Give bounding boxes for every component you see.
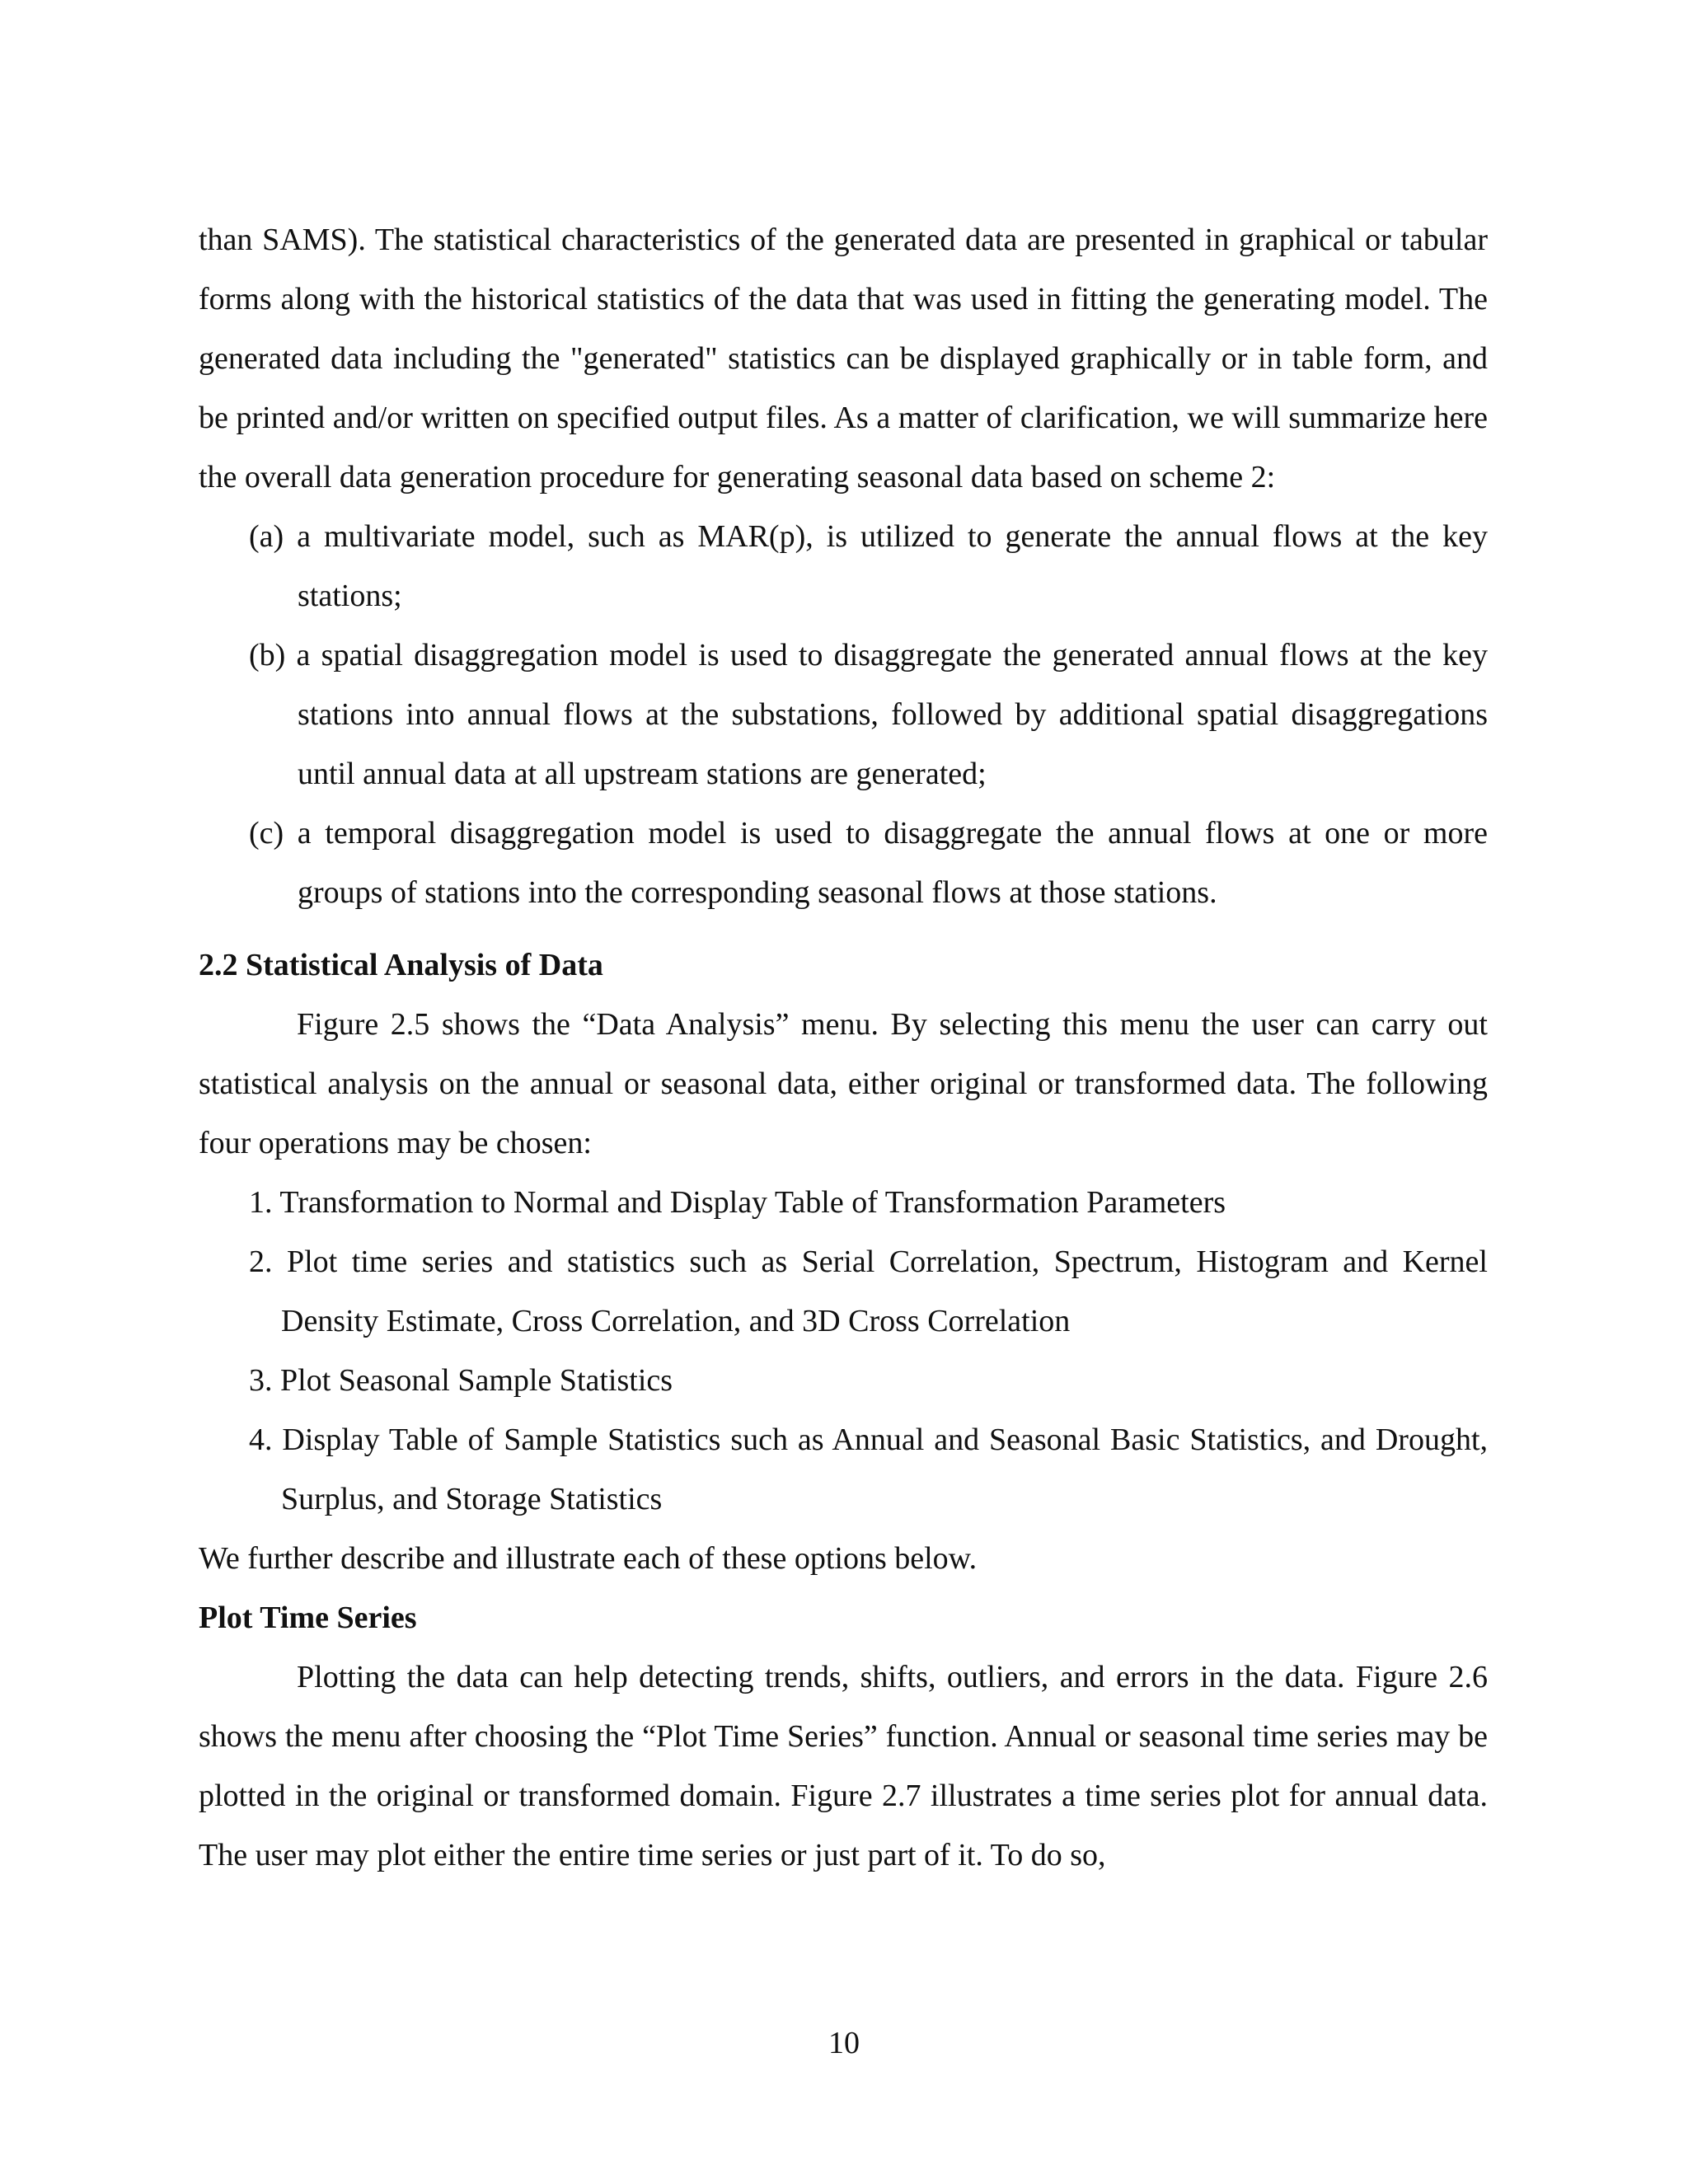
operations-list [199,1173,1488,1529]
section-paragraph: Figure 2.5 shows the “Data Analysis” menu. By selecting this menu the user can carry out statistical analysis on the annual or seasonal data, either original or transformed data. The following four operations may be chosen: [199,1007,1488,1160]
operations-followup: We further describe and illustrate each of these options below. [199,1541,978,1576]
subsection-heading: Plot Time Series [199,1601,417,1635]
page-number: 10 [828,2026,860,2060]
subsection-paragraph: Plotting the data can help detecting trends, shifts, outliers, and errors in the data. Figure 2.6 shows the menu after choosing the “Plot Time Series” function. Annual or seasonal time series may be plotted in the original or transformed domain. Figure 2.7 illustrates a time series plot for annual data. The user may plot either the entire time series or just part of it. To do so, [199,1660,1488,1872]
operation-item-3: 3. Plot Seasonal Sample Statistics [249,1363,673,1398]
section-heading: 2.2 Statistical Analysis of Data [199,948,603,982]
operation-item-4: 4. Display Table of Sample Statistics such as Annual and Seasonal Basic Statistics, and Drought, Surplus, and Storage Statistics [249,1422,1488,1516]
page-body [199,210,1488,1885]
intro-paragraph: than SAMS). The statistical characteristics of the generated data are presented in graphical or tabular forms along with the historical statistics of the data that was used in fitting the generating model. The generated data including the "generated" statistics can be displayed graphically or in table form, and be printed and/or written on specified output files. As a matter of clarification, we will summarize here the overall data generation procedure for generating seasonal data based on scheme 2: [199,223,1488,494]
scheme-step-c: (c) a temporal disaggregation model is used to disaggregate the annual flows at one or more groups of stations into the corresponding seasonal flows at those stations. [249,816,1488,910]
scheme-steps-list [199,507,1488,922]
scheme-step-b: (b) a spatial disaggregation model is used to disaggregate the generated annual flows at the key stations into annual flows at the substations, followed by additional spatial disaggregations until annual data at all upstream stations are generated; [249,638,1488,791]
operation-item-1: 1. Transformation to Normal and Display Table of Transformation Parameters [249,1185,1226,1220]
operation-item-2: 2. Plot time series and statistics such as Serial Correlation, Spectrum, Histogram and Kernel Density Estimate, Cross Correlation, and 3D Cross Correlation [249,1244,1488,1338]
scheme-step-a: (a) a multivariate model, such as MAR(p), is utilized to generate the annual flows at the key stations; [249,519,1488,613]
